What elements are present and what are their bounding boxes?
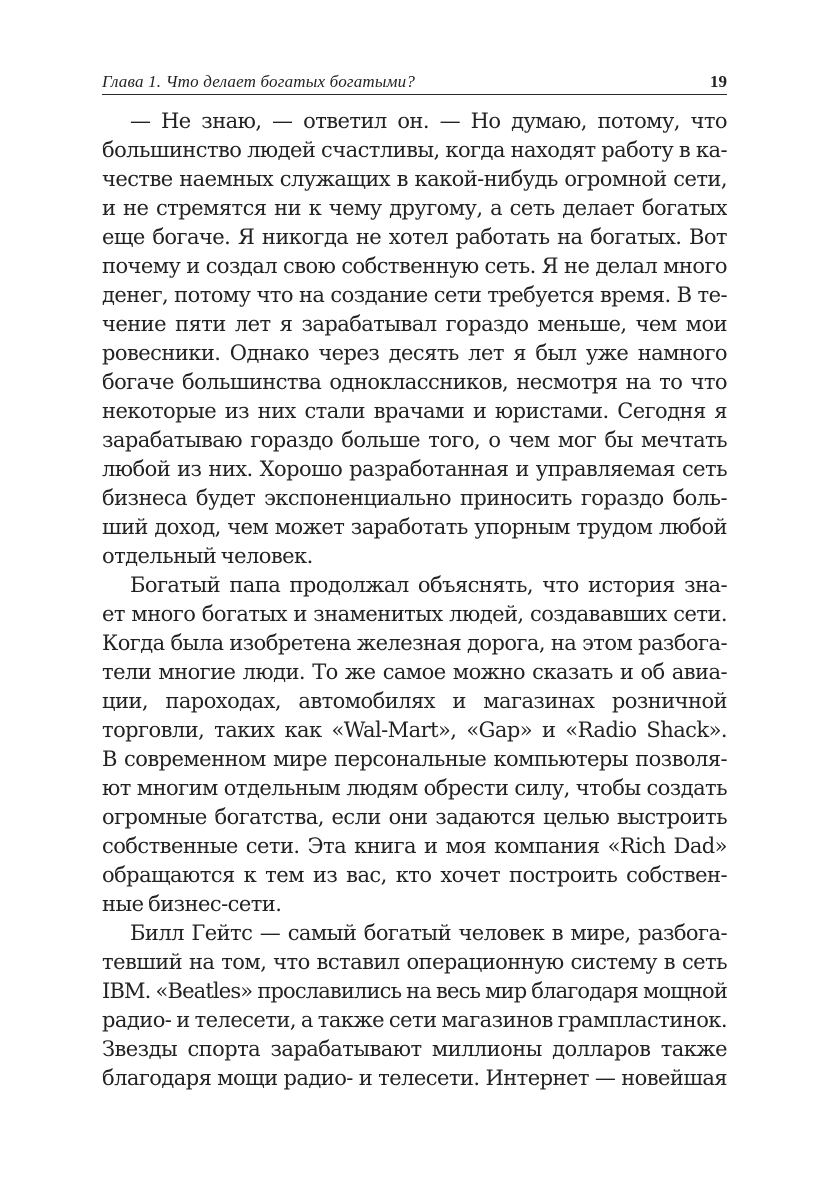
text-line: В современном мире персональные компьютеры позволя- (102, 747, 727, 771)
paragraph (102, 919, 727, 1093)
text-line: большинство людей счастливы, когда находят работу в ка- (102, 138, 727, 162)
text-line: тевший на том, что вставил операционную систему в сеть (102, 950, 727, 974)
text-line: еще богаче. Я никогда не хотел работать на богатых. Вот (102, 225, 727, 249)
text-line: Звезды спорта зарабатывают миллионы долларов также (102, 1037, 727, 1061)
text-line: ший доход, чем может заработать упорным трудом любой (102, 515, 727, 539)
text-line: радио- и телесети, а также сети магазинов грампластинок. (102, 1008, 727, 1032)
text-line: Билл Гейтс — самый богатый человек в мире, разбога- (130, 921, 727, 945)
text-line: почему и создал свою собственную сеть. Я не делал много (102, 254, 727, 278)
text-line: — Не знаю, — ответил он. — Но думаю, потому, что (130, 109, 727, 133)
chapter-title: Глава 1. Что делает богатых богатыми? (102, 72, 416, 91)
text-line: ют многим отдельным людям обрести силу, чтобы создать (102, 776, 727, 800)
text-line: IBM. «Beatles» прославились на весь мир благодаря мощной (102, 979, 727, 1003)
text-line: ровесники. Однако через десять лет я был уже намного (102, 341, 727, 365)
text-line: денег, потому что на создание сети требуется время. В те- (102, 283, 727, 307)
text-line: Богатый папа продолжал объяснять, что история зна- (130, 573, 727, 597)
text-line: торговли, таких как «Wal-Mart», «Gap» и «Radio Shack». (102, 718, 727, 742)
text-line: отдельный человек. (102, 544, 313, 568)
running-header (102, 72, 727, 95)
text-line: благодаря мощи радио- и телесети. Интернет — новейшая (102, 1066, 727, 1090)
text-line: огромные богатства, если они задаются целью выстроить (102, 805, 727, 829)
text-line: ет много богатых и знаменитых людей, создававших сети. (102, 602, 727, 626)
text-line: Когда была изобретена железная дорога, на этом разбога- (102, 631, 727, 655)
text-line: богаче большинства одноклассников, несмотря на то что (102, 370, 727, 394)
text-line: тели многие люди. То же самое можно сказать и об авиа- (102, 660, 727, 684)
text-line: обращаются к тем из вас, кто хочет построить собствен- (102, 863, 727, 887)
text-line: собственные сети. Эта книга и моя компания «Rich Dad» (102, 834, 727, 858)
text-line: ные бизнес-сети. (102, 892, 282, 916)
text-line: бизнеса будет экспоненциально приносить гораздо боль- (102, 486, 727, 510)
text-line: чение пяти лет я зарабатывал гораздо меньше, чем мои (102, 312, 727, 336)
paragraph (102, 107, 727, 571)
text-line: и не стремятся ни к чему другому, а сеть делает богатых (102, 196, 727, 220)
text-line: честве наемных служащих в какой-нибудь огромной сети, (102, 167, 727, 191)
body-text (102, 107, 727, 1107)
text-line: ции, пароходах, автомобилях и магазинах розничной (102, 689, 727, 713)
page-number: 19 (710, 72, 727, 91)
paragraph (102, 571, 727, 919)
text-line: некоторые из них стали врачами и юристами. Сегодня я (102, 399, 727, 423)
text-line: зарабатываю гораздо больше того, о чем мог бы мечтать (102, 428, 727, 452)
text-line: любой из них. Хорошо разработанная и управляемая сеть (102, 457, 727, 481)
